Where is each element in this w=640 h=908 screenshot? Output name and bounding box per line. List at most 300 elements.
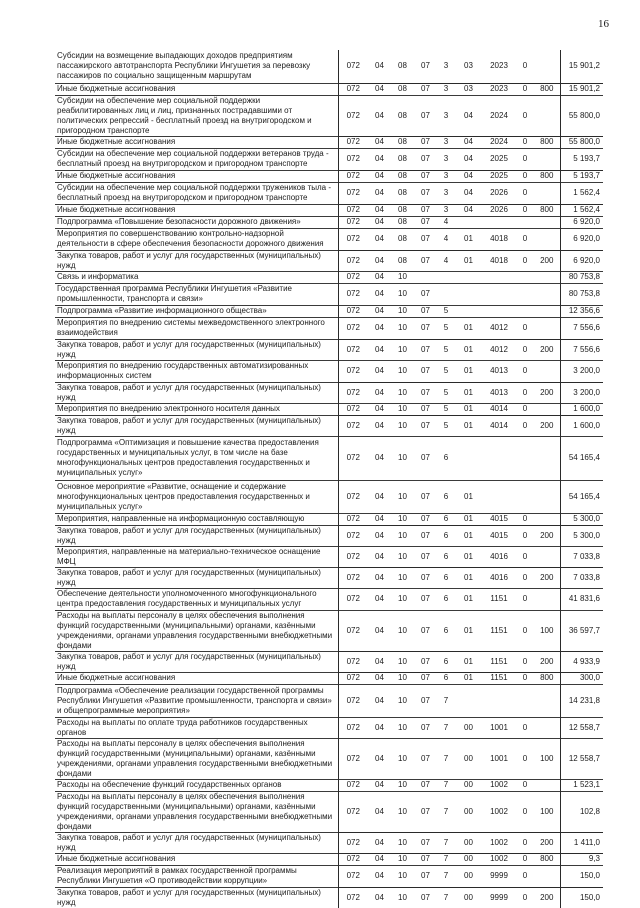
table-row bbox=[55, 204, 603, 216]
event-code: 01 bbox=[455, 651, 482, 672]
subprogram-code: 7 bbox=[443, 806, 449, 816]
subsection-code: 10 bbox=[398, 780, 407, 789]
event-code: 00 bbox=[455, 832, 482, 853]
amount-value: 102,8 bbox=[560, 791, 603, 832]
program-code: 07 bbox=[414, 204, 437, 216]
subsection-code: 10 bbox=[391, 651, 414, 672]
event-code bbox=[455, 216, 482, 228]
suffix-code bbox=[516, 271, 534, 283]
direction-code: 4013 bbox=[490, 366, 508, 375]
suffix-code: 0 bbox=[522, 753, 528, 763]
event-code: 00 bbox=[455, 887, 482, 908]
section-code: 04 bbox=[375, 871, 384, 880]
section-code: 04 bbox=[368, 136, 391, 148]
subsection-code: 10 bbox=[398, 404, 407, 413]
program-code: 07 bbox=[421, 453, 430, 462]
suffix-code: 0 bbox=[522, 323, 528, 332]
subprogram-code: 7 bbox=[443, 753, 449, 763]
suffix-code bbox=[516, 480, 534, 513]
suffix-code: 0 bbox=[516, 250, 534, 271]
section-code: 04 bbox=[368, 832, 391, 853]
subsection-code: 10 bbox=[398, 514, 407, 523]
expense-name: Субсидии на обеспечение мер социальной поддержки тружеников тыла - бесплатный проезд на внутригородском и пригородном транспорте bbox=[55, 182, 338, 204]
table-row bbox=[55, 480, 603, 513]
event-code: 01 bbox=[455, 382, 482, 403]
subprogram-code: 4 bbox=[437, 250, 455, 271]
direction-code: 2025 bbox=[482, 170, 516, 182]
subsection-code: 10 bbox=[391, 415, 414, 436]
expense-type-code: 100 bbox=[540, 625, 554, 635]
expense-type-code bbox=[534, 95, 560, 136]
event-code: 04 bbox=[455, 170, 482, 182]
program-code: 07 bbox=[414, 83, 437, 95]
subsection-code: 10 bbox=[398, 453, 407, 462]
ministry-code: 072 bbox=[338, 136, 368, 148]
program-code: 07 bbox=[421, 871, 430, 880]
direction-code: 1001 bbox=[490, 753, 508, 763]
table-row bbox=[55, 513, 603, 525]
direction-code: 2026 bbox=[482, 204, 516, 216]
ministry-code: 072 bbox=[346, 514, 360, 523]
amount-value: 300,0 bbox=[560, 672, 603, 684]
expense-type-code bbox=[534, 305, 560, 317]
direction-code bbox=[482, 283, 516, 305]
expense-name: Субсидии на возмещение выпадающих доходов предприятиям пассажирского автотранспорта Республики Ингушетия за перевозку пассажиров по социально защищенным маршрутам bbox=[55, 50, 338, 83]
event-code: 01 bbox=[464, 323, 473, 332]
subsection-code: 10 bbox=[391, 853, 414, 865]
table-row bbox=[55, 436, 603, 480]
expense-type-code: 200 bbox=[534, 887, 560, 908]
section-code: 04 bbox=[375, 272, 384, 281]
ministry-code: 072 bbox=[338, 83, 368, 95]
expense-name: Закупка товаров, работ и услуг для государственных (муниципальных) нужд bbox=[55, 651, 338, 672]
amount-value: 12 558,7 bbox=[560, 717, 603, 738]
ministry-code: 072 bbox=[346, 188, 360, 197]
subprogram-code: 6 bbox=[437, 672, 455, 684]
suffix-code: 0 bbox=[522, 594, 528, 603]
subsection-code: 10 bbox=[391, 832, 414, 853]
program-code: 07 bbox=[414, 567, 437, 588]
section-code: 04 bbox=[375, 594, 384, 603]
subsection-code: 10 bbox=[391, 339, 414, 360]
section-code: 04 bbox=[375, 306, 384, 315]
section-code: 04 bbox=[368, 853, 391, 865]
suffix-code: 0 bbox=[522, 61, 528, 71]
direction-code: 1002 bbox=[490, 780, 508, 789]
section-code: 04 bbox=[375, 453, 384, 462]
event-code bbox=[455, 436, 482, 480]
table-row bbox=[55, 717, 603, 738]
ministry-code: 072 bbox=[338, 382, 368, 403]
expense-type-code: 200 bbox=[534, 415, 560, 436]
event-code: 01 bbox=[455, 567, 482, 588]
section-code: 04 bbox=[375, 188, 384, 197]
subprogram-code: 4 bbox=[443, 217, 449, 226]
suffix-code: 0 bbox=[522, 551, 528, 561]
ministry-code: 072 bbox=[346, 154, 360, 163]
page-number: 16 bbox=[598, 18, 609, 30]
ministry-code: 072 bbox=[346, 753, 360, 763]
amount-value: 36 597,7 bbox=[560, 610, 603, 651]
subsection-code: 10 bbox=[391, 567, 414, 588]
table-row bbox=[55, 170, 603, 182]
section-code: 04 bbox=[375, 551, 384, 561]
direction-code bbox=[482, 216, 516, 228]
subprogram-code: 5 bbox=[443, 366, 449, 375]
program-code: 07 bbox=[421, 806, 430, 816]
program-code: 07 bbox=[414, 339, 437, 360]
suffix-code: 0 bbox=[516, 887, 534, 908]
direction-code: 4015 bbox=[490, 514, 508, 523]
program-code: 07 bbox=[421, 551, 430, 561]
program-code: 07 bbox=[421, 154, 430, 163]
table-row bbox=[55, 672, 603, 684]
expense-type-code: 800 bbox=[534, 136, 560, 148]
program-code: 07 bbox=[421, 404, 430, 413]
ministry-code: 072 bbox=[346, 491, 360, 501]
suffix-code: 0 bbox=[516, 415, 534, 436]
subprogram-code bbox=[437, 283, 455, 305]
ministry-code: 072 bbox=[338, 672, 368, 684]
table-row bbox=[55, 250, 603, 271]
expense-type-code bbox=[534, 436, 560, 480]
table-row bbox=[55, 853, 603, 865]
subsection-code: 10 bbox=[391, 382, 414, 403]
amount-value: 1 562,4 bbox=[560, 182, 603, 204]
subsection-code: 10 bbox=[398, 272, 407, 281]
section-code: 04 bbox=[375, 110, 384, 120]
table-row bbox=[55, 83, 603, 95]
direction-code: 1002 bbox=[490, 806, 508, 816]
expense-name: Мероприятия по внедрению государственных автоматизированных информационных систем bbox=[55, 360, 338, 382]
amount-value: 3 200,0 bbox=[560, 360, 603, 382]
subprogram-code: 3 bbox=[443, 188, 449, 197]
table-row bbox=[55, 738, 603, 779]
subprogram-code: 6 bbox=[443, 625, 449, 635]
section-code: 04 bbox=[375, 217, 384, 226]
expense-name: Связь и информатика bbox=[55, 271, 338, 283]
table-row bbox=[55, 546, 603, 567]
expense-type-code: 800 bbox=[534, 83, 560, 95]
direction-code: 4012 bbox=[490, 323, 508, 332]
event-code: 04 bbox=[455, 204, 482, 216]
subsection-code: 08 bbox=[391, 136, 414, 148]
expense-type-code bbox=[534, 865, 560, 887]
subprogram-code: 4 bbox=[443, 234, 449, 243]
program-code: 07 bbox=[414, 250, 437, 271]
direction-code: 9999 bbox=[490, 871, 508, 880]
program-code: 07 bbox=[414, 887, 437, 908]
expense-type-code bbox=[534, 779, 560, 791]
subsection-code: 08 bbox=[398, 154, 407, 163]
program-code: 07 bbox=[421, 110, 430, 120]
section-code: 04 bbox=[375, 722, 384, 732]
table-row bbox=[55, 779, 603, 791]
program-code: 07 bbox=[421, 188, 430, 197]
expense-name: Расходы на выплаты по оплате труда работников государственных органов bbox=[55, 717, 338, 738]
expense-type-code: 200 bbox=[534, 567, 560, 588]
direction-code bbox=[482, 480, 516, 513]
suffix-code: 0 bbox=[516, 136, 534, 148]
suffix-code: 0 bbox=[522, 366, 528, 375]
direction-code: 1151 bbox=[490, 594, 508, 603]
suffix-code: 0 bbox=[516, 651, 534, 672]
expense-type-code bbox=[534, 480, 560, 513]
amount-value: 15 901,2 bbox=[560, 50, 603, 83]
table-row bbox=[55, 567, 603, 588]
subsection-code: 08 bbox=[391, 204, 414, 216]
direction-code: 4016 bbox=[490, 551, 508, 561]
section-code: 04 bbox=[368, 83, 391, 95]
ministry-code: 072 bbox=[346, 217, 360, 226]
expense-type-code: 200 bbox=[534, 382, 560, 403]
table-row bbox=[55, 610, 603, 651]
direction-code: 1002 bbox=[482, 853, 516, 865]
expense-type-code bbox=[534, 403, 560, 415]
expense-type-code bbox=[534, 317, 560, 339]
expense-type-code bbox=[534, 271, 560, 283]
subprogram-code: 5 bbox=[443, 404, 449, 413]
subsection-code: 10 bbox=[398, 366, 407, 375]
program-code: 07 bbox=[421, 695, 430, 705]
suffix-code bbox=[516, 216, 534, 228]
table-row bbox=[55, 651, 603, 672]
expense-type-code: 200 bbox=[534, 339, 560, 360]
direction-code: 2024 bbox=[490, 110, 508, 120]
expense-type-code: 200 bbox=[534, 832, 560, 853]
expense-type-code bbox=[534, 283, 560, 305]
expense-name: Мероприятия, направленные на материально-техническое оснащение МФЦ bbox=[55, 546, 338, 567]
section-code: 04 bbox=[375, 625, 384, 635]
subsection-code: 08 bbox=[398, 110, 407, 120]
expense-name: Подпрограмма «Развитие информационного общества» bbox=[55, 305, 338, 317]
expense-name: Государственная программа Республики Ингушетия «Развитие промышленности, транспорта и связи» bbox=[55, 283, 338, 305]
suffix-code: 0 bbox=[522, 806, 528, 816]
suffix-code bbox=[516, 436, 534, 480]
expense-type-code bbox=[534, 588, 560, 610]
program-code: 07 bbox=[414, 382, 437, 403]
expense-name: Мероприятия по внедрению электронного носителя данных bbox=[55, 403, 338, 415]
subprogram-code: 6 bbox=[443, 491, 449, 501]
event-code: 01 bbox=[455, 672, 482, 684]
ministry-code: 072 bbox=[338, 525, 368, 546]
suffix-code: 0 bbox=[522, 234, 528, 243]
direction-code: 1151 bbox=[482, 672, 516, 684]
event-code: 01 bbox=[464, 594, 473, 603]
event-code: 00 bbox=[464, 780, 473, 789]
expense-type-code bbox=[534, 684, 560, 717]
suffix-code: 0 bbox=[516, 170, 534, 182]
ministry-code: 072 bbox=[346, 323, 360, 332]
expense-name: Иные бюджетные ассигнования bbox=[55, 204, 338, 216]
expense-name: Субсидии на обеспечение мер социальной поддержки реабилитированных лиц и лиц, признанных пострадавшими от политических репрессий - бесплатный проезд на внутригородском и пригородном транспорте bbox=[55, 95, 338, 136]
subsection-code: 10 bbox=[398, 806, 407, 816]
ministry-code: 072 bbox=[346, 625, 360, 635]
subsection-code: 10 bbox=[398, 753, 407, 763]
ministry-code: 072 bbox=[346, 234, 360, 243]
program-code: 07 bbox=[414, 672, 437, 684]
ministry-code: 072 bbox=[346, 289, 360, 298]
subprogram-code: 3 bbox=[437, 204, 455, 216]
expense-name: Мероприятия по внедрению системы межведомственного электронного взаимодействия bbox=[55, 317, 338, 339]
subsection-code: 10 bbox=[398, 722, 407, 732]
program-code: 07 bbox=[414, 415, 437, 436]
budget-rows bbox=[55, 50, 603, 908]
program-code: 07 bbox=[421, 217, 430, 226]
program-code: 07 bbox=[421, 289, 430, 298]
expense-name: Мероприятия по совершенствованию контрольно-надзорной деятельности в сфере обеспечения безопасности дорожного движения bbox=[55, 228, 338, 250]
expense-name: Закупка товаров, работ и услуг для государственных (муниципальных) нужд bbox=[55, 567, 338, 588]
program-code: 07 bbox=[421, 780, 430, 789]
expense-name: Иные бюджетные ассигнования bbox=[55, 672, 338, 684]
subprogram-code: 6 bbox=[443, 594, 449, 603]
amount-value: 6 920,0 bbox=[560, 216, 603, 228]
event-code bbox=[455, 684, 482, 717]
table-row bbox=[55, 403, 603, 415]
section-code: 04 bbox=[375, 806, 384, 816]
section-code: 04 bbox=[375, 289, 384, 298]
subprogram-code: 7 bbox=[437, 853, 455, 865]
direction-code: 2026 bbox=[490, 188, 508, 197]
event-code: 01 bbox=[464, 625, 473, 635]
subsection-code: 10 bbox=[398, 323, 407, 332]
event-code bbox=[455, 305, 482, 317]
table-row bbox=[55, 382, 603, 403]
ministry-code: 072 bbox=[338, 567, 368, 588]
suffix-code: 0 bbox=[522, 188, 528, 197]
suffix-code: 0 bbox=[516, 853, 534, 865]
expense-name: Расходы на выплаты персоналу в целях обеспечения выполнения функций государственными (муниципальными) органами, казёнными учреждениями, органами управления государственными внебюджетными фондами bbox=[55, 738, 338, 779]
event-code: 04 bbox=[464, 110, 473, 120]
subprogram-code: 3 bbox=[443, 110, 449, 120]
direction-code: 2025 bbox=[490, 154, 508, 163]
subprogram-code: 3 bbox=[443, 61, 449, 71]
expense-name: Реализация мероприятий в рамках государственной программы Республики Ингушетия «О противодействии коррупции» bbox=[55, 865, 338, 887]
direction-code: 1002 bbox=[482, 832, 516, 853]
event-code: 00 bbox=[464, 871, 473, 880]
subprogram-code: 6 bbox=[437, 651, 455, 672]
ministry-code: 072 bbox=[338, 170, 368, 182]
direction-code bbox=[482, 271, 516, 283]
section-code: 04 bbox=[368, 382, 391, 403]
direction-code: 4018 bbox=[482, 250, 516, 271]
program-code: 07 bbox=[421, 306, 430, 315]
section-code: 04 bbox=[368, 415, 391, 436]
ministry-code: 072 bbox=[346, 780, 360, 789]
program-code: 07 bbox=[421, 234, 430, 243]
ministry-code: 072 bbox=[338, 887, 368, 908]
ministry-code: 072 bbox=[346, 695, 360, 705]
expense-name: Иные бюджетные ассигнования bbox=[55, 170, 338, 182]
direction-code bbox=[482, 436, 516, 480]
direction-code: 4014 bbox=[490, 404, 508, 413]
ministry-code: 072 bbox=[338, 415, 368, 436]
section-code: 04 bbox=[375, 323, 384, 332]
direction-code: 2023 bbox=[490, 61, 508, 71]
suffix-code: 0 bbox=[522, 625, 528, 635]
subsection-code: 10 bbox=[398, 695, 407, 705]
suffix-code: 0 bbox=[522, 154, 528, 163]
amount-value: 41 831,6 bbox=[560, 588, 603, 610]
table-row bbox=[55, 588, 603, 610]
expense-name: Закупка товаров, работ и услуг для государственных (муниципальных) нужд bbox=[55, 887, 338, 908]
ministry-code: 072 bbox=[346, 306, 360, 315]
subprogram-code: 7 bbox=[443, 695, 449, 705]
program-code: 07 bbox=[421, 323, 430, 332]
expense-type-code: 800 bbox=[534, 170, 560, 182]
suffix-code: 0 bbox=[516, 567, 534, 588]
table-row bbox=[55, 50, 603, 83]
program-code: 07 bbox=[414, 651, 437, 672]
expense-type-code: 800 bbox=[534, 672, 560, 684]
event-code: 01 bbox=[464, 234, 473, 243]
expense-name: Закупка товаров, работ и услуг для государственных (муниципальных) нужд bbox=[55, 415, 338, 436]
direction-code: 4016 bbox=[482, 567, 516, 588]
subsection-code: 08 bbox=[398, 217, 407, 226]
program-code: 07 bbox=[414, 525, 437, 546]
amount-value: 12 356,6 bbox=[560, 305, 603, 317]
expense-name: Закупка товаров, работ и услуг для государственных (муниципальных) нужд bbox=[55, 250, 338, 271]
event-code: 01 bbox=[464, 491, 473, 501]
subprogram-code: 7 bbox=[437, 887, 455, 908]
suffix-code: 0 bbox=[522, 514, 528, 523]
expense-type-code: 100 bbox=[540, 753, 554, 763]
amount-value: 6 920,0 bbox=[560, 228, 603, 250]
event-code: 00 bbox=[464, 722, 473, 732]
event-code: 00 bbox=[464, 753, 473, 763]
table-row bbox=[55, 887, 603, 908]
subsection-code: 10 bbox=[398, 491, 407, 501]
direction-code: 1151 bbox=[482, 651, 516, 672]
section-code: 04 bbox=[368, 170, 391, 182]
ministry-code: 072 bbox=[346, 722, 360, 732]
table-row bbox=[55, 360, 603, 382]
subsection-code: 10 bbox=[391, 887, 414, 908]
section-code: 04 bbox=[375, 234, 384, 243]
amount-value: 54 165,4 bbox=[560, 480, 603, 513]
direction-code: 4018 bbox=[490, 234, 508, 243]
section-code: 04 bbox=[375, 366, 384, 375]
subsection-code: 10 bbox=[391, 672, 414, 684]
direction-code: 2024 bbox=[482, 136, 516, 148]
suffix-code bbox=[516, 305, 534, 317]
expense-type-code bbox=[534, 182, 560, 204]
table-row bbox=[55, 832, 603, 853]
ministry-code: 072 bbox=[338, 250, 368, 271]
section-code: 04 bbox=[368, 339, 391, 360]
table-row bbox=[55, 791, 603, 832]
ministry-code: 072 bbox=[338, 339, 368, 360]
event-code: 01 bbox=[464, 404, 473, 413]
expense-type-code bbox=[534, 216, 560, 228]
event-code: 01 bbox=[464, 551, 473, 561]
program-code: 07 bbox=[414, 853, 437, 865]
direction-code: 4013 bbox=[482, 382, 516, 403]
event-code bbox=[455, 271, 482, 283]
amount-value: 5 300,0 bbox=[560, 513, 603, 525]
ministry-code: 072 bbox=[346, 871, 360, 880]
section-code: 04 bbox=[368, 204, 391, 216]
table-row bbox=[55, 317, 603, 339]
section-code: 04 bbox=[368, 567, 391, 588]
subprogram-code: 5 bbox=[437, 415, 455, 436]
ministry-code: 072 bbox=[338, 651, 368, 672]
amount-value: 1 600,0 bbox=[560, 415, 603, 436]
ministry-code: 072 bbox=[346, 110, 360, 120]
expense-name: Мероприятия, направленные на информационную составляющую bbox=[55, 513, 338, 525]
direction-code: 4015 bbox=[482, 525, 516, 546]
suffix-code: 0 bbox=[522, 871, 528, 880]
